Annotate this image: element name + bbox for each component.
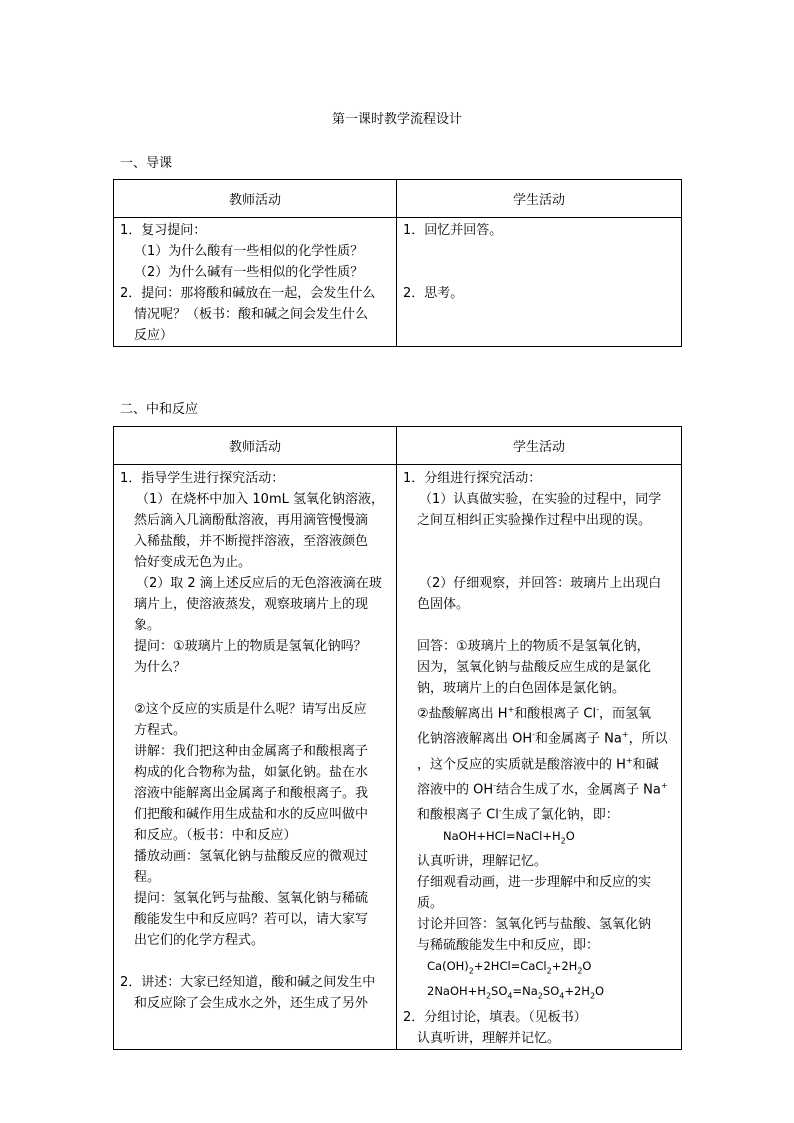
text-line: （2）取 2 滴上述反应后的无色溶液滴在玻	[136, 576, 382, 591]
equation-line: $Ca(OH)_2+2HCl=CaCl_2+2H_2O$	[427, 958, 592, 976]
text-line: 溶液中的 OH-结合生成了水，金属离子 Na+	[417, 780, 668, 798]
text-line: 溶液中能解离出金属离子和酸根离子。我	[134, 786, 369, 801]
text-line: 播放动画：氢氧化钠与盐酸反应的微观过	[134, 849, 369, 864]
text-line: ②盐酸解离出 H+和酸根离子 Cl-，而氢氧	[417, 705, 651, 722]
text-line: 认真听讲，理解记忆。	[417, 853, 548, 869]
text-line: 讲解：我们把这种由金属离子和酸根离子	[134, 744, 369, 759]
equation-line: $NaOH+HCl=NaCl+H_2O$	[443, 828, 575, 845]
text-line: 构成的化合物称为盐，如氯化钠。盐在水	[134, 765, 369, 780]
text-line: 为什么？	[134, 660, 187, 675]
text-line: 讨论并回答：氢氧化钙与盐酸、氢氧化钠	[417, 916, 652, 932]
text-line: 和酸根离子 Cl-生成了氯化钠，即：	[417, 806, 619, 823]
section-heading-intro: 一、导课	[120, 156, 173, 171]
text-line: 2．分组讨论，填表。（见板书）	[403, 1009, 587, 1025]
intro-table	[113, 179, 682, 347]
text-line: 恰好变成无色为止。	[134, 555, 252, 570]
text-line: 酸能发生中和反应吗？若可以，请大家写	[134, 912, 369, 927]
text-line: 璃片上，使溶液蒸发，观察玻璃片上的现	[134, 597, 369, 612]
text-line: 入稀盐酸，并不断搅拌溶液，至溶液颜色	[134, 534, 369, 549]
text-line: （1）在烧杯中加入 10mL 氢氧化钠溶液，	[136, 492, 384, 507]
text-line: 1．回忆并回答。	[403, 223, 503, 238]
text-line: 2．讲述：大家已经知道，酸和碱之间发生中	[120, 975, 376, 990]
text-line: 仔细观看动画，进一步理解中和反应的实	[417, 874, 652, 890]
text-line: ②这个反应的实质是什么呢？请写出反应	[134, 702, 367, 717]
text-line: （1）为什么酸有一些相似的化学性质？	[134, 244, 364, 259]
text-line: 然后滴入几滴酚酞溶液，再用滴管慢慢滴	[134, 513, 369, 528]
text-line: 之间互相纠正实验操作过程中出现的误。	[417, 513, 652, 528]
text-line: ，这个反应的实质就是酸溶液中的 H+和碱	[417, 755, 659, 772]
text-line: 因为，氢氧化钠与盐酸反应生成的是氯化	[417, 660, 652, 675]
text-line: 和反应除了会生成水之外，还生成了另外	[134, 996, 369, 1011]
neutralization-table	[113, 426, 682, 1050]
text-line: 出它们的化学方程式。	[134, 933, 265, 948]
text-line: 1．指导学生进行探究活动：	[120, 471, 285, 486]
text-line: 与稀硫酸能发生中和反应，即：	[417, 937, 600, 953]
text-line: 反应）	[134, 328, 174, 343]
text-line: 2．提问：那将酸和碱放在一起，会发生什么	[120, 286, 376, 301]
text-line: 提问：①玻璃片上的物质是氢氧化钠吗？	[134, 639, 367, 654]
column-header-student: 学生活动	[397, 180, 682, 218]
text-line: 化钠溶液解离出 OH-和金属离子 Na+，所以	[417, 730, 668, 747]
text-line: 2．思考。	[403, 286, 464, 301]
text-line: 方程式。	[134, 723, 187, 738]
column-header-student: 学生活动	[397, 427, 682, 465]
text-line: 1．复习提问：	[120, 223, 207, 238]
text-line: 回答：①玻璃片上的物质不是氢氧化钠，	[417, 639, 650, 654]
column-header-teacher: 教师活动	[114, 180, 397, 218]
text-line: （1）认真做实验，在实验的过程中，同学	[419, 492, 662, 507]
page-title: 第一课时教学流程设计	[331, 112, 462, 127]
student-activity-cell	[397, 465, 682, 1050]
text-line: 1．分组进行探究活动：	[403, 471, 542, 486]
student-activity-cell	[397, 218, 682, 347]
section-heading-neutralization: 二、中和反应	[120, 402, 199, 417]
text-line: 钠，玻璃片上的白色固体是氯化钠。	[417, 681, 626, 696]
text-line: 程。	[134, 870, 161, 885]
text-line: （2）仔细观察，并回答：玻璃片上出现白	[419, 576, 662, 591]
equation-line: $2NaOH+H_2SO_4=Na_2SO_4+2H_2O$	[427, 984, 605, 1001]
text-line: 情况呢？（板书：酸和碱之间会发生什么	[134, 307, 369, 322]
teacher-activity-cell	[114, 218, 397, 347]
text-line: 认真听讲，理解并记忆。	[417, 1030, 561, 1046]
text-line: 和反应。（板书：中和反应）	[134, 828, 297, 843]
text-line: 提问：氢氧化钙与盐酸、氢氧化钠与稀硫	[134, 891, 369, 906]
text-line: 色固体。	[417, 597, 470, 612]
column-header-teacher: 教师活动	[114, 427, 397, 465]
text-line: 质。	[417, 895, 444, 911]
text-line: 象。	[134, 618, 161, 633]
teacher-activity-cell	[114, 465, 397, 1050]
text-line: （2）为什么碱有一些相似的化学性质？	[134, 265, 364, 280]
text-line: 们把酸和碱作用生成盐和水的反应叫做中	[134, 807, 369, 822]
